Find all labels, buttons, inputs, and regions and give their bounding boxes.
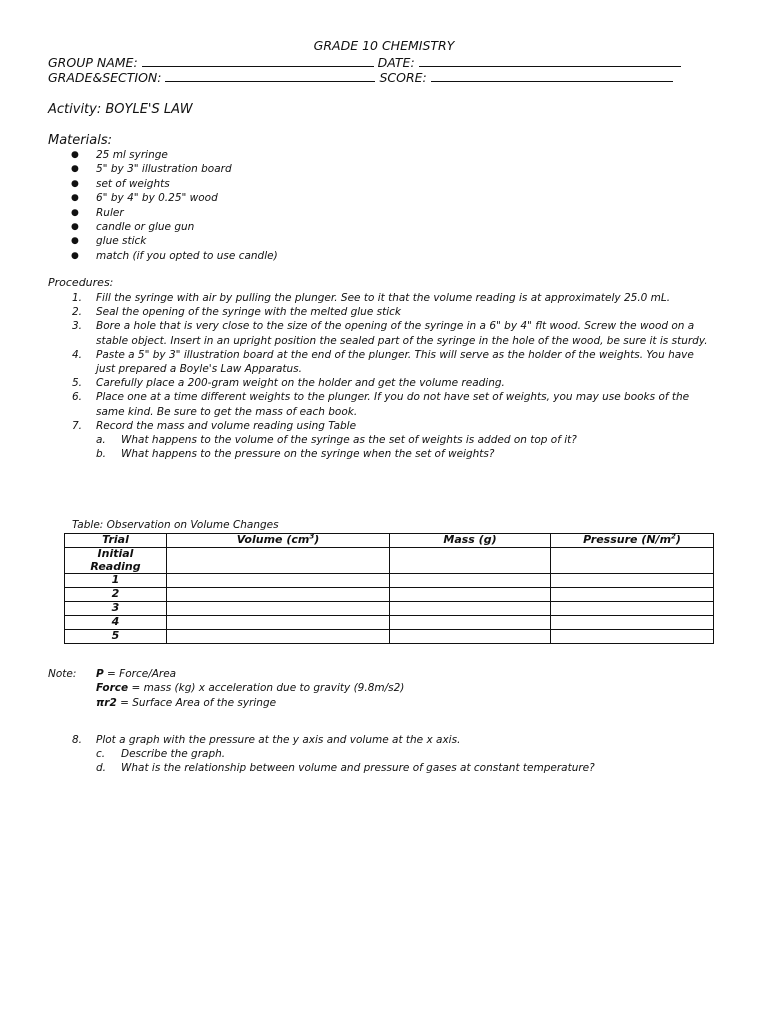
volume-cell[interactable] [167,574,390,588]
list-item [0,220,278,234]
step-text: Carefully place a 200-gram weight on the holder and get the volume reading. [96,377,505,390]
list-item [0,234,278,248]
substep-letter: d. [96,762,107,775]
score-blank[interactable] [431,70,673,82]
step-number: 4. [72,348,83,361]
volume-cell[interactable] [167,630,390,644]
table-row [65,630,714,644]
material-text: 25 ml syringe [96,149,168,161]
grade-section-blank[interactable] [165,70,375,82]
mass-cell[interactable] [390,588,551,602]
mass-cell[interactable] [390,574,551,588]
step-number: 5. [72,377,83,390]
procedure-substep [0,433,768,447]
list-item [0,249,278,263]
volume-cell[interactable] [167,616,390,630]
date-label: DATE: [377,55,415,70]
list-item [0,177,278,191]
step-number: 6. [72,391,83,404]
material-text: glue stick [96,235,147,248]
bullet-icon: ● [71,150,79,160]
procedure-substep [0,761,768,775]
procedure-step [0,348,716,376]
table-header-row [65,534,714,548]
bullet-icon: ● [71,193,79,204]
substep-text: What happens to the pressure on the syringe when the set of weights? [121,448,495,461]
trial-cell: 4 [65,616,167,630]
header-volume: Volume $(cm^3)$ [167,534,390,548]
step-text: Place one at a time different weights to the plunger. If you do not have set of weights, you may use books of the same kind. Be sure to get the mass of each book. [96,391,690,418]
mass-cell[interactable] [390,616,551,630]
table-caption: Table: Observation on Volume Changes [72,519,279,531]
materials-list [0,148,278,263]
table-row [65,602,714,616]
step-text: Fill the syringe with air by pulling the plunger. See to it that the volume reading is at approximately 25.0 mL. [96,292,671,304]
substep-text: What is the relationship between volume and pressure of gases at constant temperature? [121,762,595,775]
mass-cell[interactable] [390,630,551,644]
header-mass: Mass (g) [390,534,551,548]
substep-text: Describe the graph. [121,748,226,761]
material-text: set of weights [96,177,170,190]
bullet-icon: ● [71,250,79,261]
grade-section-label: GRADE&SECTION: [48,70,162,85]
note-formulas [96,667,404,710]
step-number: 2. [72,306,83,319]
step-8-section [0,733,768,776]
substep-text: What happens to the volume of the syringe as the set of weights is added on top of it? [121,434,577,447]
step-number: 3. [72,320,83,333]
step-number: 1. [72,292,83,304]
table-row [65,588,714,602]
procedures-list [0,291,768,461]
pressure-cell[interactable] [551,630,714,644]
material-text: Ruler [96,206,124,219]
material-text: 6" by 4" by 0.25" wood [96,192,218,205]
material-text: 5" by 3" illustration board [96,163,232,176]
list-item [0,191,278,205]
procedure-step [0,419,716,433]
group-name-label: GROUP NAME: [48,55,138,70]
procedure-step [0,376,716,390]
step-text: Paste a 5" by 3" illustration board at the end of the plunger. This will serve as the holder of the weights. You have just prepared a Boyle's Law Apparatus. [96,348,694,376]
observation-table [64,533,714,644]
group-date-line [48,55,681,70]
substep-letter: c. [96,748,106,761]
trial-cell: 1 [65,574,167,588]
mass-cell[interactable] [390,602,551,616]
table-row [65,574,714,588]
material-text: match (if you opted to use candle) [96,249,278,262]
bullet-icon: ● [71,236,79,247]
procedures-heading: Procedures: [48,276,114,289]
step-number: 7. [72,419,83,432]
formula-pressure: P = Force/Area [96,668,177,680]
step-text: Seal the opening of the syringe with the melted glue stick [96,306,401,319]
page-title: GRADE 10 CHEMISTRY [313,38,455,53]
pressure-cell[interactable] [551,616,714,630]
procedure-step [0,305,716,319]
header-trial: Trial [65,534,167,548]
bullet-icon: ● [71,207,79,218]
step-text: Bore a hole that is very close to the size of the opening of the syringe in a 6" by 4" flt wood. Screw the wood on a stable object. Insert in an upright position the sealed part of the syringe in the hole of the wood, be sure it is sturdy. [96,320,708,347]
header-pressure: Pressure $(N/m^2)$ [551,534,714,548]
bullet-icon: ● [71,221,79,232]
trial-cell: Initial Reading [65,548,167,574]
substep-letter: a. [96,434,106,447]
list-item [0,206,278,220]
table-row [65,616,714,630]
bullet-icon: ● [71,164,79,175]
grade-score-line [48,70,673,85]
material-text: candle or glue gun [96,220,195,233]
note-label: Note: [48,668,77,680]
substep-letter: b. [96,448,107,461]
volume-cell[interactable] [167,602,390,616]
pressure-cell[interactable] [551,602,714,616]
table-row [65,548,714,574]
step-text: Record the mass and volume reading using Table [96,419,357,432]
procedure-substep [0,447,768,461]
score-label: SCORE: [379,70,427,85]
trial-cell: 3 [65,602,167,616]
formula-force: Force = mass (kg) x acceleration due to gravity (9.8m/s2) [96,682,405,695]
volume-cell[interactable] [167,588,390,602]
procedure-substep [0,747,768,761]
materials-heading: Materials: [48,133,112,148]
procedure-step [0,291,716,305]
bullet-icon: ● [71,178,79,189]
list-item [0,162,278,176]
group-name-blank[interactable] [142,55,374,67]
pressure-cell[interactable] [551,588,714,602]
date-blank[interactable] [419,55,681,67]
list-item [0,148,278,162]
procedure-step [0,319,716,347]
trial-cell: 5 [65,630,167,644]
pressure-cell[interactable] [551,548,714,574]
step-text: Plot a graph with the pressure at the y axis and volume at the x axis. [96,734,461,746]
procedure-step [0,390,716,418]
formula-area: πr2 = Surface Area of the syringe [96,696,277,709]
procedure-step [0,733,716,747]
trial-cell: 2 [65,588,167,602]
activity-title: Activity: BOYLE'S LAW [48,102,193,117]
mass-cell[interactable] [390,548,551,574]
volume-cell[interactable] [167,548,390,574]
step-number: 8. [72,734,83,746]
pressure-cell[interactable] [551,574,714,588]
